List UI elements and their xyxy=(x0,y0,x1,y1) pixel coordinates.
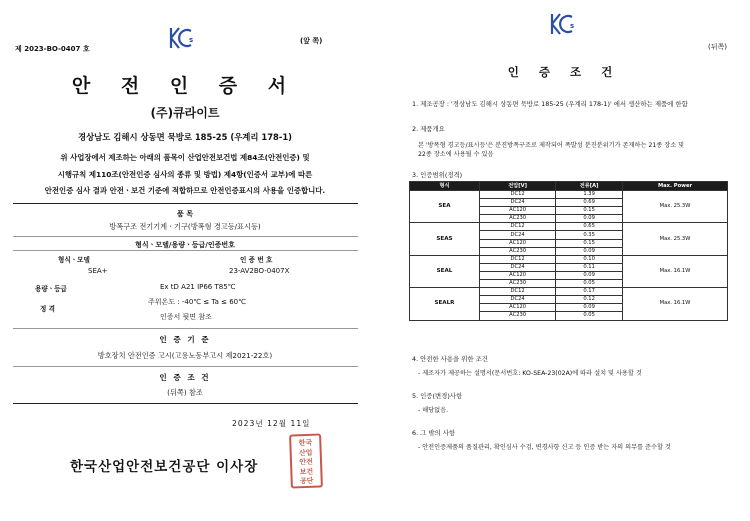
table-row xyxy=(410,191,728,199)
section-4-heading: 4. 안전한 사용을 위한 조건 xyxy=(412,355,488,363)
statement-line: 안전인증 심사 결과 안전ㆍ보건 기준에 적합하므로 안전인증표시의 사용을 인증합니다. xyxy=(44,186,326,195)
section-2-body: 22종 장소에 사용될 수 있음 xyxy=(418,151,494,158)
page-title: 안 전 인 증 서 xyxy=(71,75,299,97)
voltage-cell: DC12 xyxy=(479,191,555,199)
voltage-cell: DC12 xyxy=(479,288,555,296)
section-6-body: - 안전인증제품의 품질관리, 확인심사 수검, 변경사항 신고 등 인증 받는 자의 의무를 준수할 것 xyxy=(418,444,671,451)
divider xyxy=(13,250,358,251)
model-value: SEA+ xyxy=(88,267,108,275)
model-heading: 형식ㆍ모델/용량ㆍ등급/인증번호 xyxy=(135,241,235,249)
current-cell: 1.39 xyxy=(556,191,623,199)
voltage-cell: AC120 xyxy=(479,304,555,312)
voltage-cell: AC230 xyxy=(479,312,555,320)
svg-text:s: s xyxy=(570,22,575,30)
table-header: Max. Power xyxy=(623,182,728,191)
table-header: 전류[A] xyxy=(556,182,623,191)
spec-line: 주위온도 : -40℃ ≤ Ta ≤ 60℃ xyxy=(148,298,246,306)
condition-heading: 인 증 조 건 xyxy=(159,373,211,382)
item-value: 방폭구조 전기기계ㆍ기구(방폭형 경고등/표시등) xyxy=(109,222,261,231)
item-heading: 품 목 xyxy=(177,210,193,218)
section-3-heading: 3. 인증범위(정격) xyxy=(412,171,463,179)
power-cell: Max. 16.1W xyxy=(623,288,728,320)
table-header: 전압[V] xyxy=(479,182,555,191)
voltage-cell: AC230 xyxy=(479,280,555,288)
current-cell: 0.09 xyxy=(556,271,623,279)
voltage-cell: AC120 xyxy=(479,207,555,215)
table-header-row xyxy=(410,182,728,191)
spec-line: 인증서 뒷면 참조 xyxy=(160,313,212,321)
issue-date: 2023년 12월 11일 xyxy=(232,419,311,428)
grade-label: 용량ㆍ등급 xyxy=(35,285,67,293)
power-cell: Max. 25.3W xyxy=(623,223,728,255)
current-cell: 0.15 xyxy=(556,239,623,247)
standard-heading: 인 증 기 준 xyxy=(159,335,211,344)
voltage-cell: AC120 xyxy=(479,271,555,279)
current-cell: 0.09 xyxy=(556,215,623,223)
section-6-heading: 6. 그 밖의 사항 xyxy=(412,429,456,437)
spec-label: 정 격 xyxy=(40,305,56,313)
section-2-heading: 2. 제품개요 xyxy=(412,125,445,133)
cert-number-label: 인 증 번 호 xyxy=(240,256,273,264)
current-cell: 0.35 xyxy=(556,231,623,239)
model-label: 형식ㆍ모델 xyxy=(58,256,90,264)
table-row xyxy=(410,255,728,263)
rating-table xyxy=(409,181,728,321)
voltage-cell: DC12 xyxy=(479,255,555,263)
divider xyxy=(13,403,358,404)
current-cell: 0.05 xyxy=(556,312,623,320)
model-cell: SEAL xyxy=(410,255,480,287)
voltage-cell: DC24 xyxy=(479,231,555,239)
side-label: (앞 쪽) xyxy=(300,37,323,45)
divider xyxy=(13,236,358,237)
current-cell: 0.17 xyxy=(556,288,623,296)
voltage-cell: AC230 xyxy=(479,215,555,223)
certificate-front-page xyxy=(0,0,370,521)
statement-line: 위 사업장에서 제조하는 아래의 품목이 산업안전보건법 제84조(안전인증) 및 xyxy=(60,153,310,162)
kc-safety-mark-icon xyxy=(550,12,576,36)
grade-value: Ex tD A21 IP66 T85℃ xyxy=(160,283,236,291)
power-cell: Max. 25.3W xyxy=(623,191,728,223)
table-row xyxy=(410,223,728,231)
section-5-heading: 5. 인증(변경)사항 xyxy=(412,392,463,400)
company-address: 경상남도 김해시 상동면 묵방로 185-25 (우계리 178-1) xyxy=(78,132,292,142)
voltage-cell: DC24 xyxy=(479,199,555,207)
kc-safety-mark-icon xyxy=(169,26,195,50)
svg-text:s: s xyxy=(189,36,194,44)
official-seal-stamp: 한국 산업 안전 보건 공단 xyxy=(289,433,323,488)
current-cell: 0.05 xyxy=(556,280,623,288)
divider xyxy=(13,366,358,367)
statement-line: 시행규칙 제110조(안전인증 심사의 종류 및 방법) 제4항(인증서 교부)에 따른 xyxy=(57,170,313,179)
section-1: 1. 제조공장 : '경상남도 김해시 상동면 묵방로 185-25 (우계리 178-1)' 에서 생산하는 제품에 한함 xyxy=(412,100,688,108)
cert-number-value: 23-AV2BO-0407X xyxy=(229,267,290,275)
current-cell: 0.09 xyxy=(556,247,623,255)
section-5-body: - 해당없음. xyxy=(418,407,449,414)
voltage-cell: DC24 xyxy=(479,263,555,271)
current-cell: 0.09 xyxy=(556,304,623,312)
divider xyxy=(13,328,358,329)
model-cell: SEA xyxy=(410,191,480,223)
side-label: (뒤쪽) xyxy=(708,43,727,51)
current-cell: 0.65 xyxy=(556,223,623,231)
current-cell: 0.12 xyxy=(556,296,623,304)
voltage-cell: DC24 xyxy=(479,296,555,304)
certificate-number: 제 2023-BO-0407 호 xyxy=(15,45,90,53)
current-cell: 0.15 xyxy=(556,207,623,215)
current-cell: 0.11 xyxy=(556,263,623,271)
condition-value: (뒤쪽) 참조 xyxy=(167,388,203,397)
section-2-body: 본 '방폭형 경고등/표시등'은 분진방폭구조로 제작되어 폭발성 분진분위기가 존재하는 21종 장소 및 xyxy=(418,142,685,149)
model-cell: SEALR xyxy=(410,288,480,320)
voltage-cell: AC120 xyxy=(479,239,555,247)
divider xyxy=(13,203,358,204)
standard-value: 방호장치 안전인증 고시(고용노동부고시 제2021-22호) xyxy=(97,351,273,360)
certificate-back-page xyxy=(378,0,750,521)
voltage-cell: DC12 xyxy=(479,223,555,231)
issuer-name: 한국산업안전보건공단 이사장 xyxy=(70,459,259,475)
section-4-body: - 제조자가 제공하는 설명서(문서번호: KO-SEA-23(02A)에 따라 설치 및 사용할 것 xyxy=(418,370,642,377)
table-row xyxy=(410,288,728,296)
voltage-cell: AC230 xyxy=(479,247,555,255)
table-header: 형식 xyxy=(410,182,480,191)
model-cell: SEAS xyxy=(410,223,480,255)
current-cell: 0.69 xyxy=(556,199,623,207)
current-cell: 0.10 xyxy=(556,255,623,263)
company-name: (주)큐라이트 xyxy=(150,106,220,120)
page-title: 인 증 조 건 xyxy=(507,65,621,79)
power-cell: Max. 16.1W xyxy=(623,255,728,287)
